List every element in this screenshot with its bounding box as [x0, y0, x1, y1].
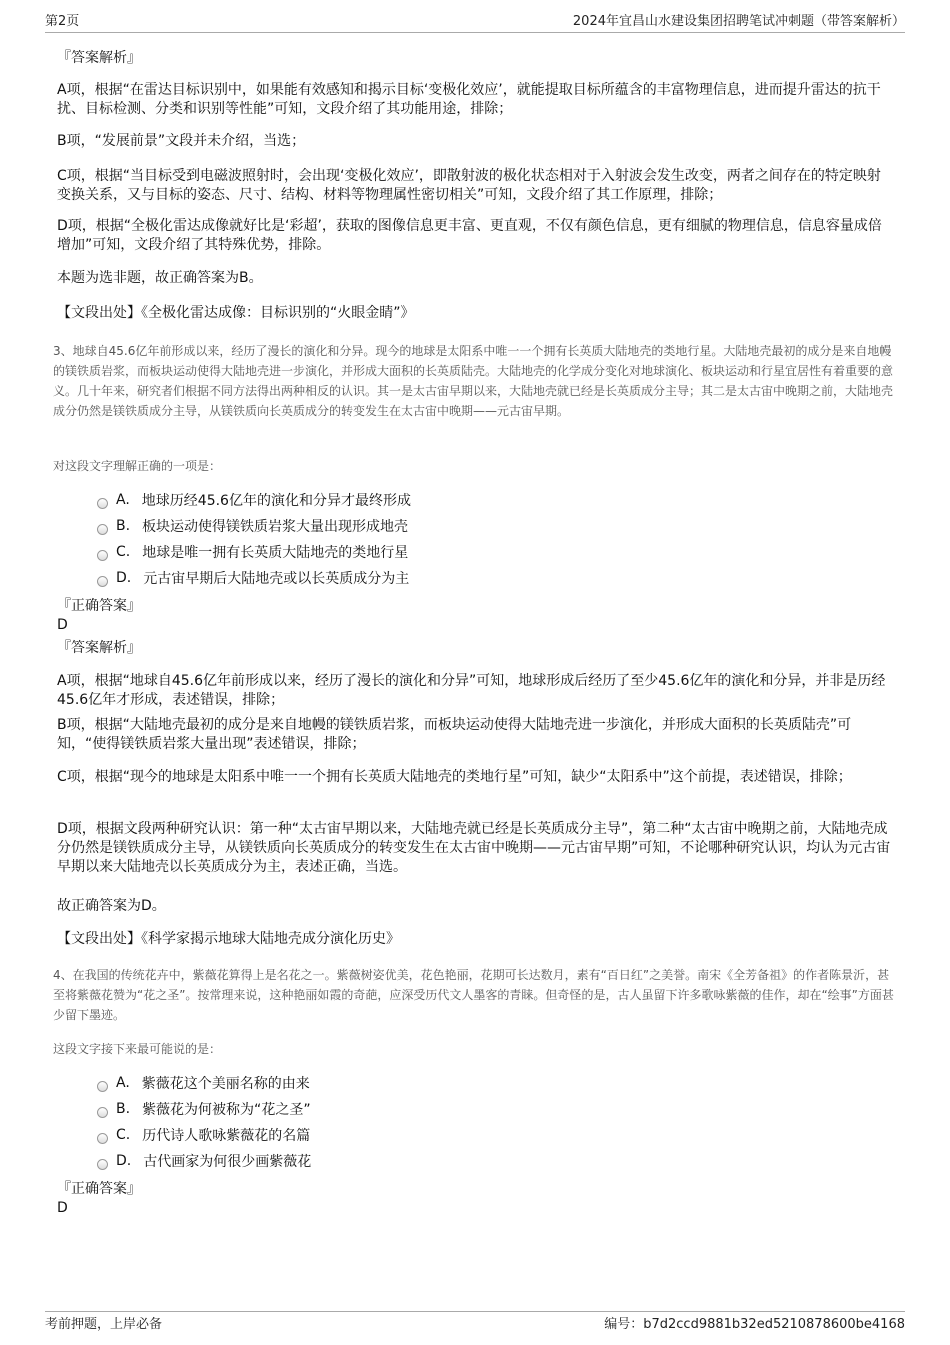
q4-option-a[interactable]: A. 紫薇花这个美丽名称的由来: [97, 1073, 310, 1093]
source: 【文段出处】《全极化雷达成像：目标识别的“火眼金睛”》: [57, 305, 415, 321]
q4-option-d[interactable]: D. 古代画家为何很少画紫薇花: [97, 1151, 311, 1171]
analysis-d: D项，根据“全极化雷达成像就好比是‘彩超’，获取的图像信息更丰富、更直观，不仅有颜色信息，更有细腻的物理信息，信息容量成倍增加”可知，文段介绍了其特殊优势，排除。: [57, 218, 882, 253]
q3-option-d[interactable]: D. 元古宙早期后大陆地壳或以长英质成分为主: [97, 568, 409, 588]
q3-option-a[interactable]: A. 地球历经45.6亿年的演化和分异才最终形成: [97, 490, 411, 510]
q4-option-b[interactable]: B. 紫薇花为何被称为“花之圣”: [97, 1099, 311, 1119]
analysis-b: B项，“发展前景”文段并未介绍，当选；: [57, 133, 306, 149]
question-4-text: 4、在我国的传统花卉中，紫薇花算得上是名花之一。紫薇树姿优美，花色艳丽，花期可长达数月，素有“百日红”之美誉。南宋《全芳备祖》的作者陈景沂，甚至将紫薇花赞为“花之圣”。按常理来说，这种艳丽如霞的奇葩，应深受历代文人墨客的青睐。但奇怪的是，古人虽留下许多歌咏紫薇的佳作，却在“绘事”方面甚少留下墨迹。: [53, 968, 894, 1022]
radio-icon[interactable]: [97, 524, 108, 535]
page-number: 第2页: [45, 14, 80, 29]
header-divider: [45, 32, 905, 33]
radio-icon[interactable]: [97, 550, 108, 561]
q3-option-b[interactable]: B. 板块运动使得镁铁质岩浆大量出现形成地壳: [97, 516, 408, 536]
document-id: 编号：b7d2ccd9881b32ed5210878600be4168: [604, 1317, 905, 1332]
analysis-c: C项，根据“现今的地球是太阳系中唯一一个拥有长英质大陆地壳的类地行星”可知，缺少“太阳系中”这个前提，表述错误，排除；: [57, 769, 852, 785]
q4-option-c[interactable]: C. 历代诗人歌咏紫薇花的名篇: [97, 1125, 310, 1145]
analysis-a: A项，根据“在雷达目标识别中，如果能有效感知和揭示目标‘变极化效应’，就能提取目标所蕴含的丰富物理信息，进而提升雷达的抗干扰、目标检测、分类和识别等性能”可知，文段介绍了其功能用途，排除；: [57, 82, 881, 117]
analysis-label: 『答案解析』: [57, 640, 141, 656]
footer-divider: [45, 1311, 905, 1312]
footer-slogan: 考前押题，上岸必备: [45, 1317, 163, 1332]
radio-icon[interactable]: [97, 1107, 108, 1118]
answer-label: 『正确答案』: [57, 1181, 141, 1197]
answer: D: [57, 617, 68, 633]
analysis-b: B项，根据“大陆地壳最初的成分是来自地幔的镁铁质岩浆，而板块运动使得大陆地壳进一步演化，并形成大面积的长英质陆壳”可知，“使得镁铁质岩浆大量出现”表述错误，排除；: [57, 717, 852, 752]
analysis-d: D项，根据文段两种研究认识：第一种“太古宙早期以来，大陆地壳就已经是长英质成分主导”，第二种“太古宙中晚期之前，大陆地壳成分仍然是镁铁质成分主导，从镁铁质向长英质成分的转变发生在太古宙中晚期——元古宙早期”可知，不论哪种研究认识，均认为元古宙早期以来大陆地壳以长英质成分为主，表述正确，当选。: [57, 821, 891, 875]
analysis-a: A项，根据“地球自45.6亿年前形成以来，经历了漫长的演化和分异”可知，地球形成后经历了至少45.6亿年的演化和分异，并非是历经45.6亿年才形成，表述错误，排除；: [57, 673, 886, 708]
radio-icon[interactable]: [97, 576, 108, 587]
radio-icon[interactable]: [97, 1133, 108, 1144]
source: 【文段出处】《科学家揭示地球大陆地壳成分演化历史》: [57, 931, 400, 947]
conclusion: 本题为选非题，故正确答案为B。: [57, 270, 263, 286]
question-3-prompt: 对这段文字理解正确的一项是：: [53, 459, 222, 473]
question-3-text: 3、地球自45.6亿年前形成以来，经历了漫长的演化和分异。现今的地球是太阳系中唯一一个拥有长英质大陆地壳的类地行星。大陆地壳最初的成分是来自地幔的镁铁质岩浆，而板块运动使得大陆地壳进一步演化，并形成大面积的长英质陆壳。大陆地壳的化学成分变化对地球演化、板块运动和行星宜居性有着重要的意义。几十年来，研究者们根据不同方法得出两种相反的认识。其一是太古宙早期以来，大陆地壳就已经是长英质成分主导；其二是太古宙中晚期之前，大陆地壳成分仍然是镁铁质成分主导，从镁铁质向长英质成分的转变发生在太古宙中晚期——元古宙早期。: [53, 344, 894, 418]
radio-icon[interactable]: [97, 1159, 108, 1170]
answer-label: 『正确答案』: [57, 598, 141, 614]
analysis-label: 『答案解析』: [57, 50, 141, 66]
q3-option-c[interactable]: C. 地球是唯一拥有长英质大陆地壳的类地行星: [97, 542, 408, 562]
answer: D: [57, 1200, 68, 1216]
document-title: 2024年宜昌山水建设集团招聘笔试冲刺题（带答案解析）: [572, 14, 905, 29]
conclusion: 故正确答案为D。: [57, 898, 166, 914]
radio-icon[interactable]: [97, 1081, 108, 1092]
analysis-c: C项，根据“当目标受到电磁波照射时，会出现‘变极化效应’，即散射波的极化状态相对于入射波会发生改变，两者之间存在的特定映射变换关系，又与目标的姿态、尺寸、结构、材料等物理属性密切相关”可知，文段介绍了其工作原理，排除；: [57, 168, 881, 203]
question-4-prompt: 这段文字接下来最可能说的是：: [53, 1042, 222, 1056]
radio-icon[interactable]: [97, 498, 108, 509]
